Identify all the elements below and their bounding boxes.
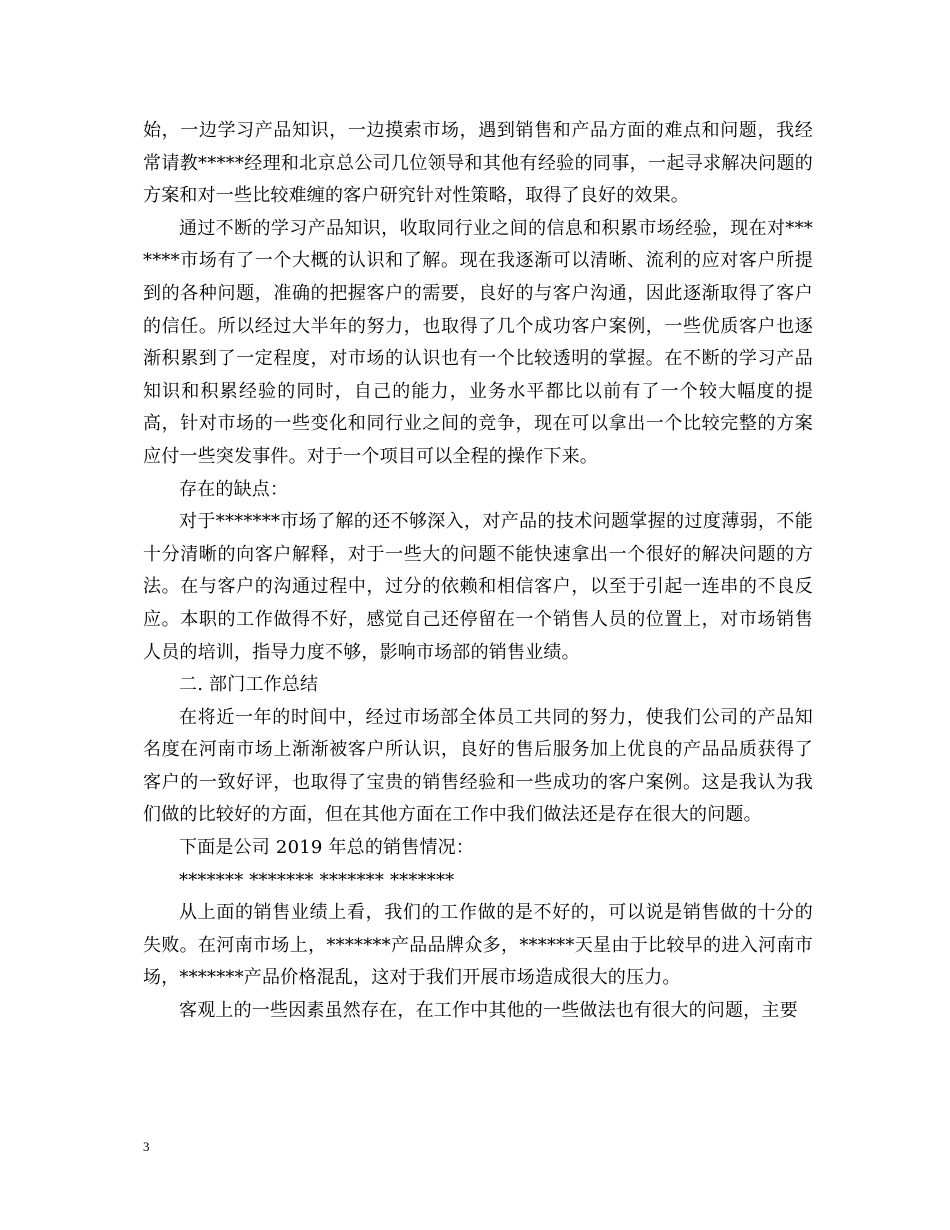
body-text xyxy=(143,115,813,1028)
paragraph-department-summary: 在将近一年的时间中，经过市场部全体员工共同的努力，使我们公司的产品知名度在河南市场上渐渐被客户所认识，良好的售后服务加上优良的产品品质获得了客户的一致好评，也取得了宝贵的销售经验和一些成功的客户案例。这是我认为我们做的比较好的方面，但在其他方面在工作中我们做法还是存在很大的问题。 xyxy=(143,706,813,826)
paragraph-shortcomings-heading: 存在的缺点： xyxy=(179,478,289,500)
paragraph-market-knowledge: 通过不断的学习产品知识，收取同行业之间的信息和积累市场经验，现在对*******市场有了一个大概的认识和了解。现在我逐渐可以清晰、流利的应对客户所提到的各种问题，准确的把握客户的需要，良好的与客户沟通，因此逐渐取得了客户的信任。所以经过大半年的努力，也取得了几个成功客户案例，一些优质客户也逐渐积累到了一定程度，对市场的认识也有一个比较透明的掌握。在不断的学习产品知识和积累经验的同时，自己的能力，业务水平都比以前有了一个较大幅度的提高，针对市场的一些变化和同行业之间的竞争，现在可以拿出一个比较完整的方案应付一些突发事件。对于一个项目可以全程的操作下来。 xyxy=(143,217,813,467)
section-heading-department-summary: 二. 部门工作总结 xyxy=(179,674,319,696)
paragraph-problems: 客观上的一些因素虽然存在，在工作中其他的一些做法也有很大的问题，主要 xyxy=(179,1000,798,1022)
paragraph-continuation: 始，一边学习产品知识，一边摸索市场，遇到销售和产品方面的难点和问题，我经常请教*****经理和北京总公司几位领导和其他有经验的同事，一起寻求解决问题的方案和对一些比较难缠的客户研究针对性策略，取得了良好的效果。 xyxy=(143,120,813,207)
paragraph-sales-analysis: 从上面的销售业绩上看，我们的工作做的是不好的，可以说是销售做的十分的失败。在河南市场上，*******产品品牌众多，******天星由于比较早的进入河南市场，*******产品价格混乱，这对于我们开展市场造成很大的压力。 xyxy=(143,902,813,989)
paragraph-sales-masked: ******* ******* ******* ******* xyxy=(179,869,455,891)
page-number: 3 xyxy=(143,1139,150,1154)
paragraph-sales-intro: 下面是公司 2019 年总的销售情况： xyxy=(179,837,475,859)
paragraph-shortcomings: 对于*******市场了解的还不够深入，对产品的技术问题掌握的过度薄弱，不能十分清晰的向客户解释，对于一些大的问题不能快速拿出一个很好的解决问题的方法。在与客户的沟通过程中，过分的依赖和相信客户，以至于引起一连串的不良反应。本职的工作做得不好，感觉自己还停留在一个销售人员的位置上，对市场销售人员的培训，指导力度不够，影响市场部的销售业绩。 xyxy=(143,511,813,663)
